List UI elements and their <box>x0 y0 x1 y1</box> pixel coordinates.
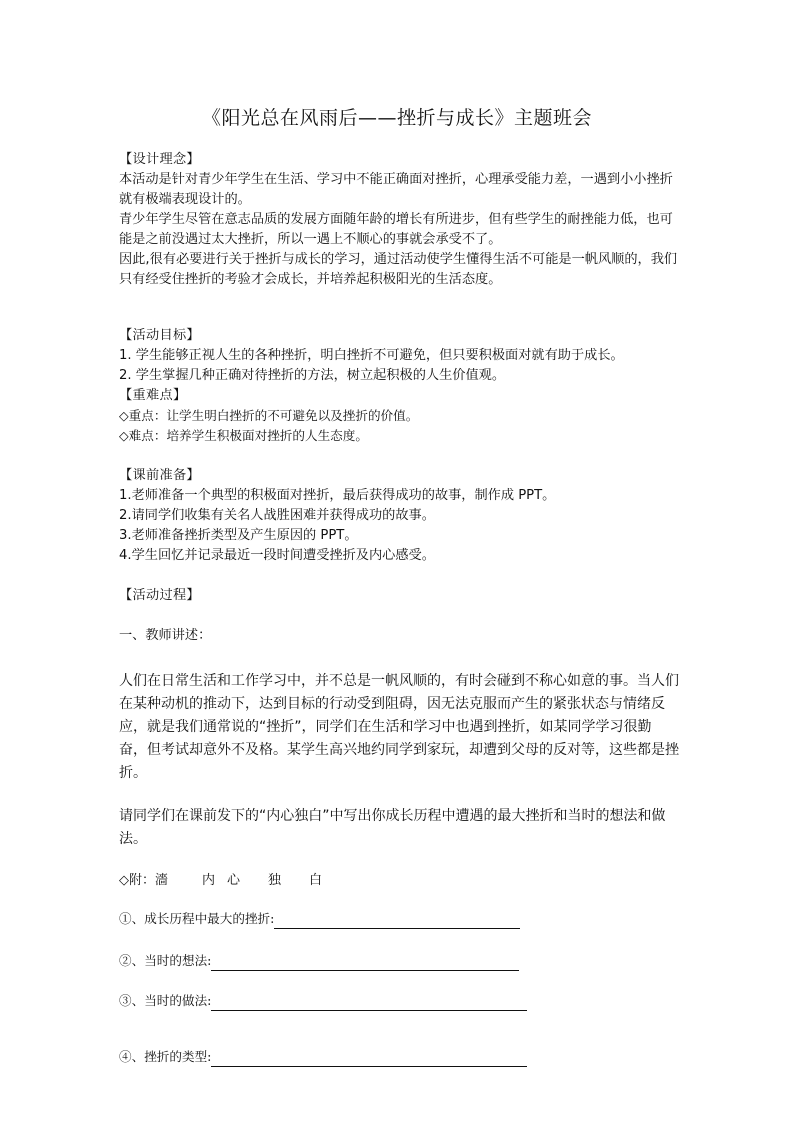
key-points-heading: 【重难点】 <box>119 388 187 403</box>
field-row-4 <box>119 1047 679 1067</box>
prep-item-2: 2.请同学们收集有关名人战胜困难并获得成功的故事。 <box>119 508 435 523</box>
answer-blank-3[interactable] <box>211 995 527 1011</box>
field-label-1: ①、成长历程中最大的挫折: <box>119 911 275 926</box>
design-paragraph-2: 青少年学生尽管在意志品质的发展方面随年龄的增长有所进步，但有些学生的耐挫能力低，也可能是之前没遇过太大挫折，所以一遇上不顺心的事就会承受不了。 <box>119 212 673 247</box>
prep-heading: 【课前准备】 <box>119 468 200 483</box>
field-label-3: ③、当时的做法: <box>119 993 212 1008</box>
spacer <box>119 646 679 670</box>
attachment-char-3: 独 <box>268 873 282 888</box>
teacher-narration-paragraph: 人们在日常生活和工作学习中，并不总是一帆风顺的，有时会碰到不称心如意的事。当人们在某种动机的推动下，达到目标的行动受到阻碍，因无法克服而产生的紧张状态与情绪反应，就是我们通常说的“挫折”，同学们在生活和学习中也遇到挫折，如某同学学习很勤奋，但考试却意外不及格。某学生高兴地约同学到家玩，却遭到父母的反对等，这些都是挫折。 <box>119 673 679 781</box>
goal-item-1: 1. 学生能够正视人生的各种挫折，明白挫折不可避免，但只要积极面对就有助于成长。 <box>119 348 624 363</box>
design-heading: 【设计理念】 <box>119 152 200 167</box>
spacer <box>119 446 679 466</box>
spacer <box>119 891 679 909</box>
answer-blank-1[interactable] <box>274 913 520 929</box>
prep-item-4: 4.学生回忆并记录最近一段时间遭受挫折及内心感受。 <box>119 548 435 563</box>
inner-monologue-instruction: 请同学们在课前发下的“内心独白”中写出你成长历程中遭遇的最大挫折和当时的想法和做法。 <box>119 808 666 847</box>
page-title: 《阳光总在风雨后——挫折与成长》主题班会 <box>201 107 592 129</box>
field-row-1 <box>119 909 679 929</box>
process-heading: 【活动过程】 <box>119 588 200 603</box>
attachment-prefix: ◇附：濇 <box>119 873 168 888</box>
field-row-3 <box>119 991 679 1011</box>
field-label-2: ②、当时的想法: <box>119 953 212 968</box>
answer-blank-4[interactable] <box>211 1051 527 1067</box>
attachment-title <box>119 871 679 891</box>
goal-item-2: 2. 学生掌握几种正确对待挫折的方法，树立起积极的人生价值观。 <box>119 368 506 383</box>
spacer <box>119 785 679 805</box>
prep-item-1: 1.老师准备一个典型的积极面对挫折，最后获得成功的故事，制作成 PPT。 <box>119 488 556 503</box>
attachment-char-4: 白 <box>309 873 323 888</box>
goals-heading: 【活动目标】 <box>119 328 200 343</box>
spacer <box>119 566 679 586</box>
spacer <box>119 851 679 871</box>
document-body <box>119 150 679 1067</box>
key-point-item-1: ◇重点：让学生明白挫折的不可避免以及挫折的价值。 <box>119 408 419 423</box>
spacer <box>119 1011 679 1047</box>
key-point-item-2: ◇难点：培养学生积极面对挫折的人生态度。 <box>119 428 368 443</box>
spacer <box>119 971 679 991</box>
attachment-char-1: 内 <box>202 873 216 888</box>
design-paragraph-3: 因此,很有必要进行关于挫折与成长的学习，通过活动使学生懂得生活不可能是一帆风顺的，我们只有经受住挫折的考验才会成长，并培养起积极阳光的生活态度。 <box>119 252 678 287</box>
attachment-char-2: 心 <box>227 873 241 888</box>
prep-item-3: 3.老师准备挫折类型及产生原因的 PPT。 <box>119 528 358 543</box>
answer-blank-2[interactable] <box>211 955 519 971</box>
spacer <box>119 290 679 326</box>
design-paragraph-1: 本活动是针对青少年学生在生活、学习中不能正确面对挫折，心理承受能力差，一遇到小小挫折就有极端表现设计的。 <box>119 172 673 207</box>
field-label-4: ④、挫折的类型: <box>119 1049 212 1064</box>
field-row-2 <box>119 951 679 971</box>
section-1-heading: 一、教师讲述： <box>119 628 212 643</box>
spacer <box>119 606 679 626</box>
spacer <box>119 929 679 951</box>
